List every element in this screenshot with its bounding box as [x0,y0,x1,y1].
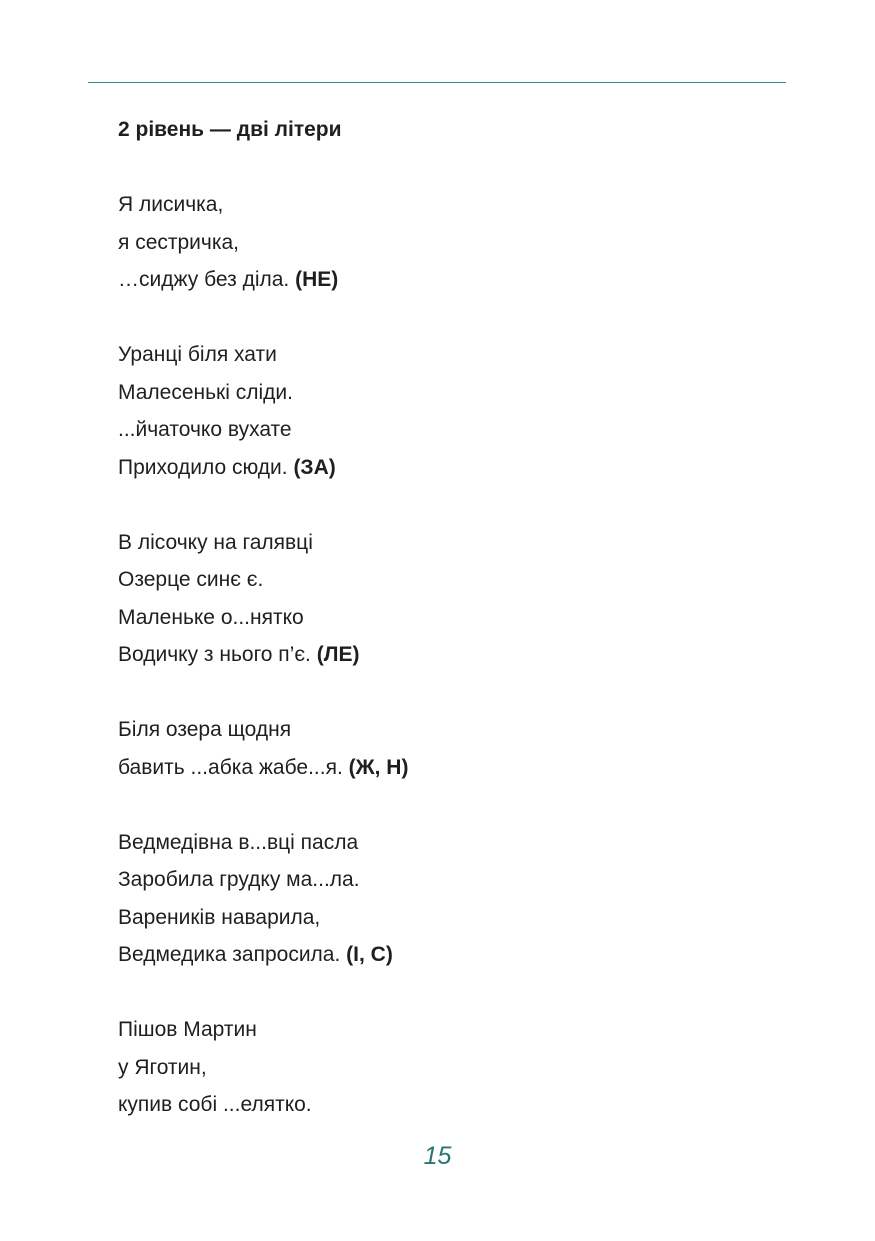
riddle-line: Уранці біля хати [118,343,277,366]
riddle-line [118,449,798,487]
riddle-line: Ведмедівна в...вці пасла [118,830,359,854]
riddle-line: Малесенькі сліди. [118,380,293,404]
riddle-line: я сестричка, [118,230,240,254]
riddle-line: Маленьке о...нятко [118,605,304,629]
page-content [118,111,798,1124]
riddle-line-text: Водичку з нього п’є. [118,643,311,666]
answer-letters: (Ж, Н) [348,755,409,779]
riddle-line-text: …сиджу без діла. [118,268,290,291]
answer-letters: (І, С) [346,943,393,966]
riddle-line [118,636,798,674]
riddle-line: Вареників наварила, [118,905,321,929]
riddle-line: Пішов Мартин [118,1018,257,1041]
answer-letters: (НЕ) [295,268,339,291]
riddle-stanza [118,824,798,974]
page-number: 15 [423,1142,452,1170]
riddle-line-text: Приходило сюди. [118,455,288,479]
answer-letters: (ЛЕ) [316,643,360,666]
riddle-line: Заробила грудку ма...ла. [118,868,360,891]
riddle-line: Озерце синє є. [118,568,264,591]
riddle-line: купив собі ...елятко. [118,1093,312,1116]
riddle-line [118,261,798,299]
riddle-line: В лісочку на галявці [118,530,313,554]
riddle-stanza [118,336,798,486]
header-rule [88,82,786,83]
riddle-line-text: бавить ...абка жабе...я. [118,755,343,779]
riddle-line: Я лисичка, [118,193,224,216]
riddle-stanza [118,711,798,786]
riddle-line [118,936,798,974]
riddle-stanza [118,1011,798,1124]
riddle-line-text: Ведмедика запросила. [118,943,341,966]
riddle-stanza [118,524,798,674]
riddle-line: ...йчаточко вухате [118,418,292,441]
riddle-line [118,749,798,787]
riddle-line: Біля озера щодня [118,718,292,741]
riddle-line: у Яготин, [118,1055,207,1079]
section-heading: 2 рівень — дві літери [118,118,342,141]
riddle-stanza [118,186,798,299]
answer-letters: (ЗА) [293,455,336,479]
